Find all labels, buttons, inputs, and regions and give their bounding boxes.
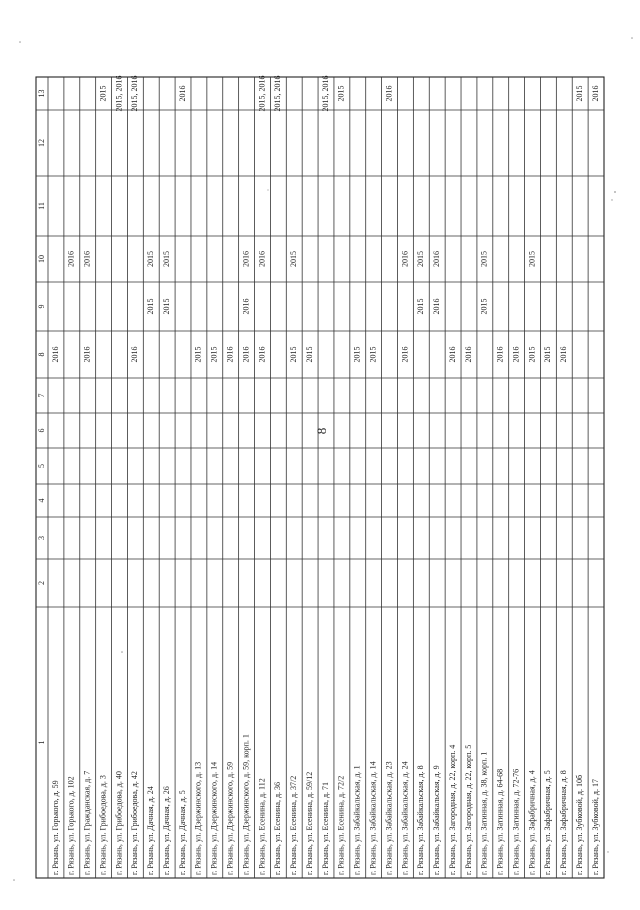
- cell-address: г. Рязань, ул. Дзержинского, д. 14: [209, 761, 219, 875]
- cell-address: г. Рязань, ул. Дачная, д. 24: [146, 786, 156, 875]
- cell-address: г. Рязань, ул. Зафабричная, д. 5: [543, 770, 553, 875]
- page-number: 8: [314, 427, 329, 435]
- cell-address: г. Рязань, ул. Есенина, д. 112: [257, 778, 267, 875]
- cell-year: 2016: [511, 346, 521, 363]
- cell-address: г. Рязань, ул. Затинная, д. 72-76: [511, 768, 521, 875]
- cell-year: 2015: [289, 251, 299, 267]
- cell-year: 2015: [161, 251, 171, 267]
- cell-address: г. Рязань, ул. Дзержинского, д. 13: [193, 761, 203, 875]
- cell-year: 2016: [82, 251, 92, 267]
- cell-address: г. Рязань, ул. Зафабричная, д. 8: [559, 770, 569, 875]
- cell-address: г. Рязань, ул. Есенина, д. 36: [273, 781, 283, 875]
- cell-year: 2015, 2016: [114, 75, 124, 112]
- cell-year: 2015: [161, 298, 171, 315]
- cell-address: г. Рязань, ул. Есенина, д. 71: [320, 781, 330, 875]
- column-header: 1: [36, 740, 46, 745]
- cell-year: 2016: [50, 346, 60, 363]
- cell-year: 2015: [527, 346, 537, 363]
- cell-address: г. Рязань, ул. Грибоедова, д. 42: [130, 771, 140, 875]
- cell-address: г. Рязань, ул. Забайкальская, д. 23: [384, 761, 394, 875]
- cell-address: г. Рязань, ул. Горького, д. 59: [50, 780, 60, 875]
- cell-year: 2015, 2016: [130, 75, 140, 112]
- table-frame: [36, 77, 604, 878]
- cell-year: 2015: [304, 346, 314, 363]
- cell-address: г. Рязань, ул. Есенина, д. 59/12: [304, 771, 314, 875]
- column-header: 2: [36, 581, 46, 585]
- cell-address: г. Рязань, ул. Загородная, д. 22, корп. 5: [463, 744, 473, 875]
- column-header: 9: [36, 304, 46, 309]
- cell-address: г. Рязань, ул. Есенина, д. 37/2: [289, 775, 299, 875]
- cell-year: 2016: [559, 346, 569, 363]
- cell-address: г. Рязань, ул. Дачная, д. 26: [161, 786, 171, 875]
- column-header: 6: [36, 428, 46, 433]
- cell-year: 2015, 2016: [257, 75, 267, 112]
- cell-address: г. Рязань, ул. Дзержинского, д. 59: [225, 761, 235, 875]
- cell-address: г. Рязань, ул. Забайкальская, д. 24: [400, 761, 410, 875]
- cell-year: 2016: [82, 346, 92, 363]
- cell-year: 2015: [289, 346, 299, 363]
- cell-year: 2016: [241, 346, 251, 363]
- cell-year: 2016: [495, 346, 505, 363]
- cell-address: г. Рязань, ул. Забайкальская, д. 14: [368, 761, 378, 875]
- cell-address: г. Рязань, ул. Грибоедова, д. 40: [114, 771, 124, 875]
- cell-year: 2015: [336, 85, 346, 102]
- column-header: 8: [36, 352, 46, 357]
- cell-year: 2016: [400, 346, 410, 363]
- cell-address: г. Рязань, ул. Забайкальская, д. 1: [352, 765, 362, 875]
- cell-year: 2016: [447, 346, 457, 363]
- table-body: [51, 76, 600, 876]
- cell-year: 2016: [130, 346, 140, 363]
- scan-specks: [13, 37, 633, 881]
- cell-year: 2015: [146, 298, 156, 315]
- cell-year: 2016: [463, 346, 473, 363]
- column-header: 5: [36, 464, 46, 468]
- cell-address: г. Рязань, ул. Грибоедова, д. 3: [98, 775, 108, 875]
- column-header: 4: [36, 498, 46, 503]
- cell-year: 2015: [209, 346, 219, 363]
- cell-year: 2015, 2016: [273, 75, 283, 112]
- cell-address: г. Рязань, ул. Забайкальская, д. 9: [432, 765, 442, 875]
- cell-address: г. Рязань, ул. Дзержинского, д. 59, корп. 1: [241, 734, 251, 875]
- cell-year: 2016: [241, 298, 251, 315]
- cell-year: 2015: [146, 251, 156, 267]
- cell-year: 2015: [479, 298, 489, 315]
- cell-year: 2015: [543, 346, 553, 363]
- table-column-headers: [37, 90, 46, 745]
- cell-year: 2016: [384, 85, 394, 102]
- cell-year: 2015: [416, 298, 426, 315]
- cell-address: г. Рязань, ул. Затинная, д. 38, корп. 1: [479, 751, 489, 875]
- cell-address: г. Рязань, ул. Дачная, д. 5: [177, 790, 187, 875]
- cell-year: 2016: [590, 85, 600, 102]
- cell-address: г. Рязань, ул. Зафабричная, д. 4: [527, 770, 537, 875]
- cell-year: 2016: [257, 251, 267, 267]
- cell-address: г. Рязань, ул. Забайкальская, д. 8: [416, 765, 426, 875]
- column-header: 11: [36, 202, 46, 210]
- cell-year: 2016: [66, 251, 76, 267]
- cell-address: г. Рязань, ул. Есенина, д. 72/2: [336, 775, 346, 875]
- cell-year: 2015: [574, 85, 585, 102]
- cell-address: г. Рязань, ул. Зубковой, д. 10б: [574, 774, 585, 875]
- cell-year: 2016: [241, 250, 251, 267]
- column-header: 10: [36, 255, 46, 263]
- cell-year: 2015: [527, 251, 537, 267]
- cell-year: 2016: [225, 346, 235, 363]
- cell-year: 2015: [352, 346, 362, 363]
- cell-address: г. Рязань, ул. Загородная, д. 22, корп. 4: [447, 744, 457, 875]
- cell-year: 2016: [177, 85, 187, 102]
- cell-year: 2016: [432, 251, 442, 267]
- cell-year: 2015: [479, 251, 489, 267]
- column-header: 3: [36, 536, 46, 540]
- cell-year: 2016: [432, 298, 442, 315]
- cell-address: г. Рязань, ул. Затинная, д. 64-68: [495, 768, 505, 875]
- column-header: 7: [36, 393, 46, 398]
- cell-year: 2016: [400, 251, 410, 267]
- cell-year: 2015: [98, 85, 108, 102]
- column-header: 12: [36, 139, 46, 147]
- cell-address: г. Рязань, ул. Зубковой, д. 17: [590, 778, 600, 875]
- cell-address: г. Рязань, ул. Горького, д. 102: [66, 776, 76, 875]
- cell-year: 2015, 2016: [320, 75, 330, 112]
- cell-year: 2015: [193, 346, 203, 363]
- cell-year: 2015: [416, 251, 426, 267]
- column-header: 13: [36, 89, 46, 98]
- cell-year: 2016: [257, 346, 267, 363]
- table-grid: [36, 77, 604, 878]
- cell-address: г. Рязань, ул. Гражданская, д. 7: [82, 770, 92, 875]
- cell-year: 2015: [368, 346, 378, 363]
